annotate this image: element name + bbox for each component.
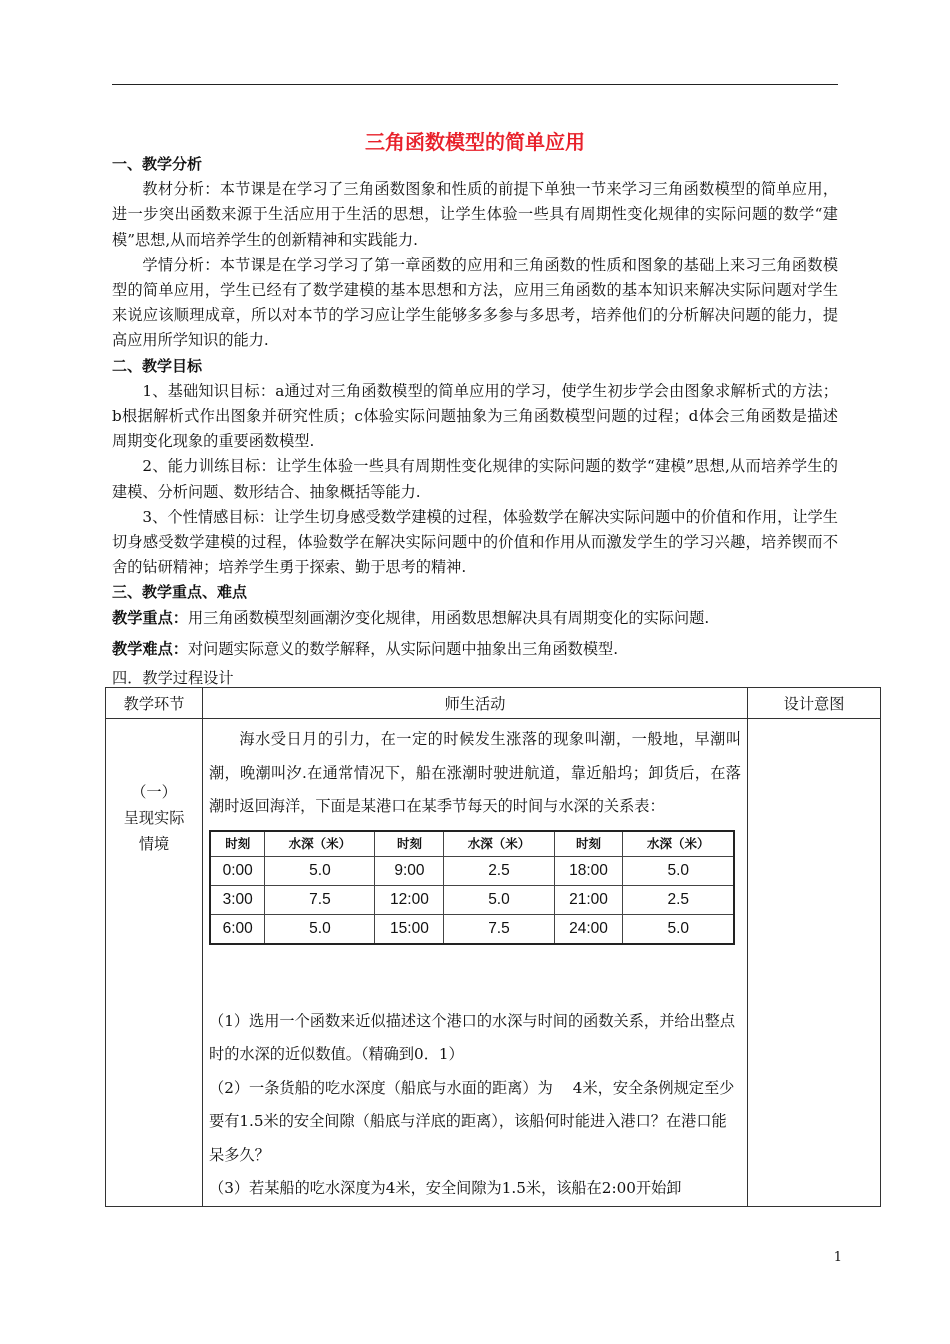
depth-cell: 6:00 — [210, 914, 265, 944]
depth-header: 时刻 — [554, 831, 623, 857]
header-rule — [112, 84, 838, 85]
depth-cell: 21:00 — [554, 885, 623, 914]
key-point-text: 用三角函数模型刻画潮汐变化规律，用函数思想解决具有周期变化的实际问题. — [187, 608, 710, 627]
depth-header: 水深（米） — [623, 831, 734, 857]
depth-header: 时刻 — [210, 831, 265, 857]
difficult-point-text: 对问题实际意义的数学解释，从实际问题中抽象出三角函数模型. — [187, 639, 619, 658]
stage-cell — [106, 719, 203, 1207]
depth-cell: 0:00 — [210, 856, 265, 885]
depth-table-row — [210, 856, 734, 885]
depth-header: 时刻 — [375, 831, 444, 857]
document-body — [112, 152, 838, 691]
stage-name: 呈现实际情境 — [123, 809, 185, 853]
section-heading-process: 四．教学过程设计 — [112, 669, 234, 688]
process-table-header — [106, 688, 881, 719]
header-stage: 教学环节 — [106, 688, 203, 719]
depth-cell: 5.0 — [444, 885, 554, 914]
document-title: 三角函数模型的简单应用 — [365, 130, 585, 154]
depth-table-header — [210, 831, 734, 857]
difficult-point — [112, 637, 838, 662]
depth-cell: 15:00 — [375, 914, 444, 944]
depth-cell: 9:00 — [375, 856, 444, 885]
section-heading-keypoints: 三、教学重点、难点 — [112, 583, 248, 602]
section-heading-goals: 二、教学目标 — [112, 356, 203, 375]
depth-cell: 3:00 — [210, 885, 265, 914]
depth-header: 水深（米） — [265, 831, 375, 857]
question-1: （1）选用一个函数来近似描述这个港口的水深与时间的函数关系，并给出整点时的水深的近似数值。（精确到0．1） — [209, 1011, 736, 1063]
depth-cell: 7.5 — [444, 914, 554, 944]
depth-table-row — [210, 914, 734, 944]
depth-cell: 12:00 — [375, 885, 444, 914]
depth-cell: 5.0 — [265, 856, 375, 885]
student-analysis: 学情分析：本节课是在学习学习了第一章函数的应用和三角函数的性质和图象的基础上来习三角函数模型的简单应用，学生已经有了数学建模的基本思想和方法，应用三角函数的基本知识来解决实际问题对学生来说应该顺理成章，所以对本节的学习应让学生能够多多参与多思考，培养他们的分析解决问题的能力，提高应用所学知识的能力. — [112, 255, 838, 350]
depth-header: 水深（米） — [444, 831, 554, 857]
process-table — [105, 687, 881, 1207]
depth-cell: 7.5 — [265, 885, 375, 914]
activity-cell — [203, 719, 748, 1207]
goal-ability: 2、能力训练目标：让学生体验一些具有周期性变化规律的实际问题的数学“建模”思想,从而培养学生的建模、分析问题、数形结合、抽象概括等能力. — [112, 457, 838, 501]
depth-table — [209, 830, 735, 945]
textbook-analysis: 教材分析：本节课是在学习了三角函数图象和性质的前提下单独一节来学习三角函数模型的简单应用，进一步突出函数来源于生活应用于生活的思想，让学生体验一些具有周期性变化规律的实际问题的数学“建模”思想,从而培养学生的创新精神和实践能力. — [112, 180, 838, 249]
process-row — [106, 719, 881, 1207]
activity-intro: 海水受日月的引力，在一定的时候发生涨落的现象叫潮，一般地，早潮叫潮，晚潮叫汐.在通常情况下，船在涨潮时驶进航道，靠近船坞；卸货后，在落潮时返回海洋，下面是某港口在某季节每天的时间与水深的关系表： — [209, 730, 741, 815]
intent-cell — [748, 719, 881, 1207]
depth-cell: 24:00 — [554, 914, 623, 944]
header-intent: 设计意图 — [748, 688, 881, 719]
depth-cell: 2.5 — [444, 856, 554, 885]
depth-cell: 5.0 — [623, 914, 734, 944]
page-number: 1 — [833, 1250, 842, 1265]
depth-cell: 5.0 — [265, 914, 375, 944]
key-point-label: 教学重点： — [112, 608, 188, 627]
section-heading-analysis: 一、教学分析 — [112, 155, 203, 173]
depth-cell: 18:00 — [554, 856, 623, 885]
question-2: （2）一条货船的吃水深度（船底与水面的距离）为 4米，安全条例规定至少要有1.5米的安全间隙（船底与洋底的距离），该船何时能进入港口？在港口能呆多久？ — [209, 1078, 735, 1164]
stage-number: （一） — [131, 783, 177, 801]
depth-table-row — [210, 885, 734, 914]
goal-emotion: 3、个性情感目标：让学生切身感受数学建模的过程，体验数学在解决实际问题中的价值和作用，让学生切身感受数学建模的过程，体验数学在解决实际问题中的价值和作用从而激发学生的学习兴趣，培养锲而不舍的钻研精神；培养学生勇于探索、勤于思考的精神. — [112, 507, 838, 577]
key-point — [112, 606, 838, 631]
depth-cell: 5.0 — [623, 856, 734, 885]
difficult-point-label: 教学难点： — [112, 639, 188, 658]
depth-cell: 2.5 — [623, 885, 734, 914]
question-3: （3）若某船的吃水深度为4米，安全间隙为1.5米，该船在2:00开始卸 — [209, 1179, 682, 1197]
goal-basic-knowledge: 1、基础知识目标：a通过对三角函数模型的简单应用的学习，使学生初步学会由图象求解析式的方法；b根据解析式作出图象并研究性质；c体验实际问题抽象为三角函数模型问题的过程；d体会三角函数是描述周期变化现象的重要函数模型. — [112, 381, 838, 451]
header-activity: 师生活动 — [203, 688, 748, 719]
